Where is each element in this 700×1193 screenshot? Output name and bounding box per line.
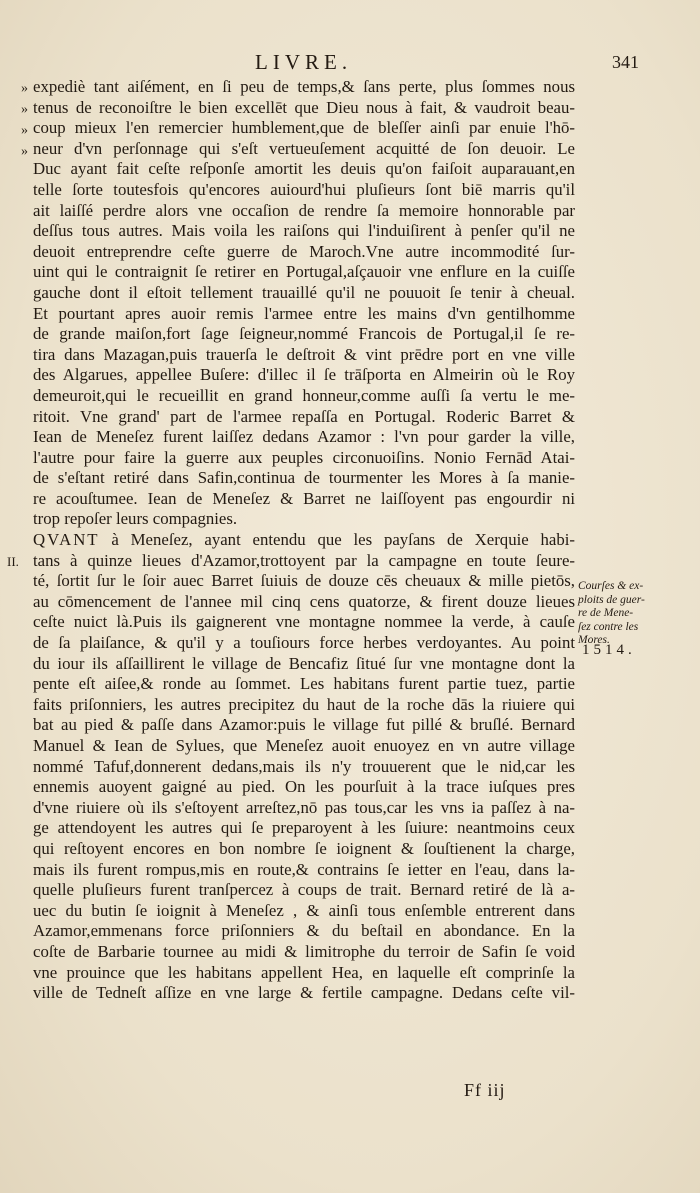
text-line: au cōmencement de l'annee mil cinq cens quatorze, & firent douze lieues	[33, 591, 575, 611]
text-line: qui reſtoyent encores en bon nombre ſe ioignent & ſouſtienent la charge,	[33, 838, 575, 858]
text-line: ville de Tedneſt aſſize en vne large & fertile campagne. Dedans ceſte vil-	[33, 983, 575, 1003]
text-line: expediè tant aiſément, en ſi peu de temps,& ſans perte, plus ſommes nous	[33, 77, 575, 96]
margin-year: 1514.	[582, 642, 636, 658]
text-line: bat au pied & paſſe dans Azamor:puis le village fut pillé & bruſlé. Bernard	[33, 715, 575, 735]
page-number: 341	[612, 52, 639, 72]
section-number: II.	[7, 554, 19, 569]
text-line: ennemis auoyent gaigné au pied. On les pourſuit à la trace iuſques pres	[33, 777, 575, 797]
signature-mark: Ff iij	[464, 1080, 506, 1100]
text-line: té, ſortit ſur le ſoir auec Barret ſuiuis de douze cēs cheuaux & mille pietōs,	[33, 571, 575, 591]
text-line: neur d'vn perſonnage qui s'eſt vertueuſement acquitté de ſon deuoir. Le	[33, 138, 575, 158]
margin-note-line: ploits de guer-	[578, 593, 645, 606]
text-line: ritoit. Vne grand' part de l'armee repaſſa en Portugal. Roderic Barret &	[33, 406, 575, 426]
text-line: nommé Tafuf,donnerent dedans,mais ils n'y trouuerent que le nid,car les	[33, 756, 575, 776]
text-line: deuoit entreprendre ceſte guerre de Maroch.Vne autre incommodité ſur-	[33, 241, 575, 261]
quotation-mark: »	[21, 123, 28, 138]
section-lead: QVANT	[33, 530, 100, 550]
body-text	[7, 77, 575, 1004]
text-line: Et pourtant apres auoir remis l'armee entre les mains d'vn gentilhomme	[33, 303, 575, 323]
text-line: Duc ayant fait ceſte reſponſe amortit les deuis qu'on faiſoit auparauant,en	[33, 159, 575, 179]
text-line: trop repoſer leurs compagnies.	[33, 509, 238, 529]
text-line: faits priſonniers, les autres precipitez du haut de la roche dās la riuiere qui	[33, 694, 575, 714]
text-line: uec du butin ſe ioignit à Meneſez , & ainſi tous enſemble entrerent dans	[33, 900, 575, 920]
text-line: des Algarues, appellee Buſere: d'illec il ſe trāſporta en Almeirin où le Roy	[33, 365, 575, 385]
quotation-mark: »	[21, 81, 28, 96]
text-line: ait laiſſé perdre alors vne occaſion de rendre ſa memoire honnorable par	[33, 200, 575, 220]
text-line: ge attendoyent les autres qui ſe preparoyent à les ſuiure: neantmoins ceux	[33, 818, 575, 838]
margin-note-line: ſez contre les	[578, 620, 639, 633]
text-line: re acouſtumee. Iean de Meneſez & Barret ne laiſſoyent pas engourdir ni	[33, 488, 575, 508]
text-line: du iour ils aſſaillirent le village de Bencafiz ſitué ſur vne montagne dont la	[33, 653, 575, 673]
margin-note-line: re de Mene-	[578, 607, 634, 619]
text-line: deſſus tous autres. Mais voila les raiſons qui l'induiſirent à penſer qu'il ne	[33, 221, 575, 241]
quotation-mark: »	[21, 144, 28, 159]
text-line: Iean de Meneſez furent laiſſez dedans Azamor : l'vn pour garder la ville,	[33, 427, 575, 447]
text-line: coſte de Barbarie tournee au midi & limitrophe du terroir de Safin ſe void	[33, 941, 575, 961]
text-line: tenus de reconoiſtre le bien excellēt que Dieu nous à fait, & vaudroit beau-	[33, 97, 575, 117]
margin-note-line: Mores.	[578, 634, 610, 646]
text-line: pente eſt aiſee,& ronde au ſommet. Les habitans furent partie tuez, partie	[33, 674, 575, 694]
text-line: coup mieux l'en remercier humblement,que de bleſſer ainſi par enuie l'hō-	[33, 118, 575, 138]
text-line: de ſa plaiſance, & qu'il y a touſiours force herbes verdoyantes. Au point	[33, 633, 575, 653]
quotation-mark: »	[21, 102, 28, 117]
running-head: LIVRE.	[255, 50, 353, 74]
text-line: Azamor,emmenans force priſonniers & du beſtail en abondance. En la	[33, 921, 575, 941]
section-first-line	[33, 530, 575, 551]
text-line: tira dans Mazagan,puis trauerſa le deſtroit & vint prēdre port en vne ville	[33, 344, 575, 364]
text-line: demeuroit,qui le recueillit en grand honneur,comme auſſi ſa vertu le me-	[33, 385, 575, 405]
text-line: de s'eſtant retiré dans Safin,continua de tourmenter les Mores à ſa manie-	[33, 468, 575, 488]
text-line: tans à quinze lieues d'Azamor,trottoyent par la campagne en toute ſeure-	[33, 550, 575, 570]
text-line: mais ils furent rompus,mis en route,& contrains ſe ietter en l'eau, dans la-	[33, 859, 575, 879]
text-line: telle ſorte toutesfois qu'encores auiourd'hui pluſieurs ſont biē marris qu'il	[33, 179, 575, 199]
text-line: uint qui le contraignit ſe retirer en Portugal,aſçauoir vne enflure en la cuiſſe	[33, 262, 575, 282]
text-line: vne prouince que les habitans appellent Hea, en laquelle eſt comprinſe la	[33, 962, 575, 982]
text-line: ceſte nuict là.Puis ils gaignerent vne montagne nommee la verde, à cauſe	[33, 612, 575, 632]
text-line: quelle pluſieurs furent tranſpercez à coups de trait. Bernard retiré de là a-	[33, 880, 575, 900]
text-line: Manuel & Iean de Sylues, que Meneſez auoit enuoyez en vn autre village	[33, 736, 575, 755]
margin-note	[578, 580, 678, 648]
text-line: d'vne riuiere où ils s'eſtoyent arreſtez,nō pas tous,car les vns ia paſſez à na-	[33, 797, 575, 817]
text-line: de grande maiſon,fort ſage ſeigneur,nommé Francois de Portugal,il ſe re-	[33, 324, 575, 344]
page-header	[0, 50, 700, 80]
text-line: gauche dont il eſtoit tellement trauaillé qu'il ne pouuoit ſe tenir à cheual.	[33, 282, 575, 302]
margin-note-line: Courſes & ex-	[578, 580, 644, 592]
text-line: à Meneſez, ayant entendu que les payſans de Xerquie habi-	[111, 530, 575, 550]
text-line: l'autre pour faire la guerre aux peuples circonuoiſins. Nonio Fernād Atai-	[33, 447, 575, 467]
